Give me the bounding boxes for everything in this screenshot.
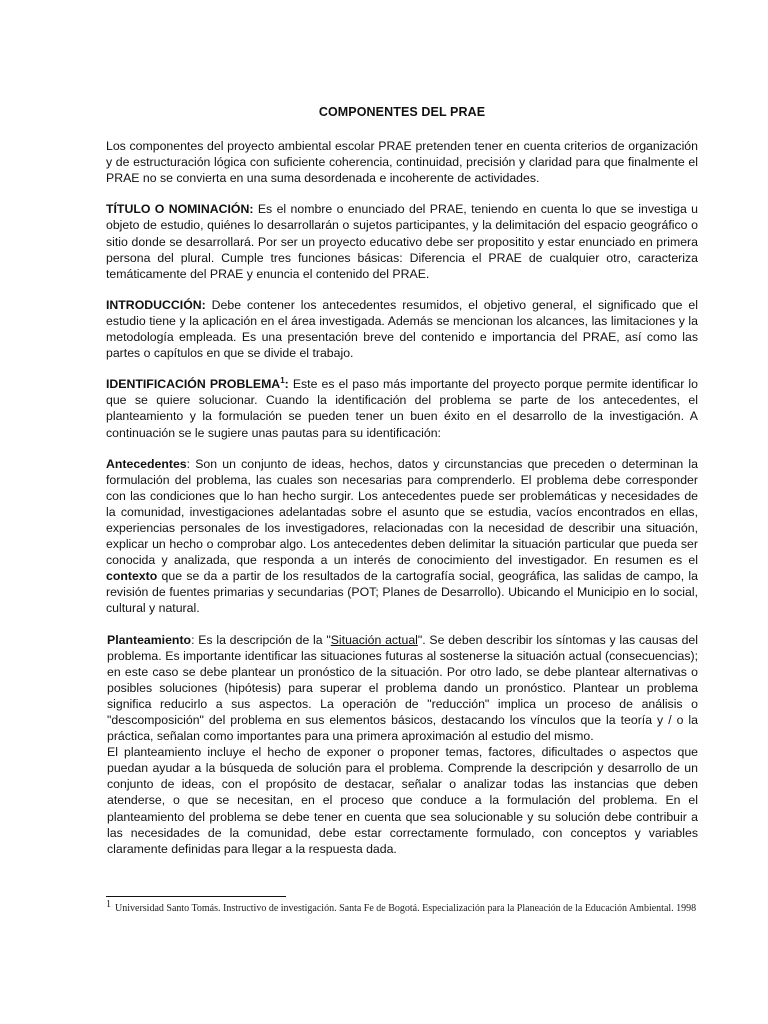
planteamiento-text-2: ". Se deben describir los síntomas y las causas del problema. Es importante identificar las situaciones futuras al sostenerse la situación actual (consecuencias); en este caso se debe plantear un pronóstico de la situación. Por otro lado, se debe plantear alternativas o posibles soluciones (hipótesis) para superar el problema dando un pronóstico. Plantear un problema significa reducirlo a sus aspectos. La operación de "reducción" implica un proceso de análisis o "descomposición" del problema en sus elementos básicos, destacando los vínculos que la teoría y / o la práctica, señalan como importantes para una primera aproximación al estudio del mismo. [107,632,698,744]
footnote [106,898,706,915]
identificacion-text: Este es el paso más importante del proyecto porque permite identificar lo que se quiere solucionar. Cuando la identificación del problema se parte de los antecedentes, el planteamiento y la formulación se pueden tener un buen éxito en el desarrollo de la investigación. A continuación se le sugiere unas pautas para su identificación: [106,377,698,440]
antecedentes-text-1: : Son un conjunto de ideas, hechos, datos y circunstancias que preceden o determinan la formulación del problema, las cuales son necesarias para comprenderlo. El problema debe corresponder con las condiciones que lo han hecho surgir. Los antecedentes puede ser problemáticas y necesidades de la comunidad, investigaciones adelantadas sobre el asunto que se estudia, vacíos encontrados en ellas, experiencias personales de los investigadores, relacionadas con la necesidad de describir una situación, explicar un hecho o comprobar algo. Los antecedentes deben delimitar la situación particular que pueda ser conocida y analizada, que responda a un interés de conocimiento del investigador. En resumen es el [106,456,698,568]
planteamiento-paragraph-2: El planteamiento incluye el hecho de exponer o proponer temas, factores, dificultades o aspectos que puedan ayudar a la búsqueda de solución para el problema. Comprende la descripción y desarrollo de un conjunto de ideas, con el propósito de destacar, señalar o analizar todas las instancias que deben atenderse, o que se necesitan, en el proceso que conduce a la formulación del problema. En el planteamiento del problema se debe tener en cuenta que sea solucionable y su solución debe contribuir a las necesidades de la comunidad, debe estar correctamente formulado, con conceptos y variables claramente definidas para llegar a la respuesta dada. [107,745,698,856]
planteamiento-paragraph-1 [107,632,698,745]
footnote-divider [106,896,286,897]
titulo-text: Es el nombre o enunciado del PRAE, teniendo en cuenta lo que se investiga u objeto de estudio, quiénes lo desarrollarán o sujetos participantes, y la delimitación del espacio geográfico o sitio donde se desarrollará. Por ser un proyecto educativo debe ser propositito y estar enunciado en primera persona del plural. Cumple tres funciones básicas: Diferencia el PRAE de cualquier otro, caracteriza temáticamente del PRAE y enuncia el contenido del PRAE. [106,202,699,281]
planteamiento-text-1: : Es la descripción de la " [191,632,331,647]
titulo-section [106,201,698,281]
identificacion-colon: : [284,377,289,392]
footnote-number: 1 [106,898,111,910]
identificacion-section [106,376,698,440]
situacion-actual-term: Situación actual [330,632,418,647]
antecedentes-section [106,456,698,617]
planteamiento-section [107,632,698,857]
titulo-heading: TÍTULO O NOMINACIÓN: [106,202,254,217]
antecedentes-heading: Antecedentes [106,456,187,471]
footnote-reference[interactable]: 1 [280,376,285,386]
footnote-text: Universidad Santo Tomás. Instructivo de investigación. Santa Fe de Bogotá. Especialización para la Planeación de la Educación Ambiental. 1998 [115,903,697,914]
antecedentes-text-2: que se da a partir de los resultados de la cartografía social, geográfica, las salidas de campo, la revisión de fuentes primarias y secundarias (POT; Planes de Desarrollo). Ubicando el Municipio en lo social, cultural y natural. [106,569,698,616]
introduccion-text: Debe contener los antecedentes resumidos, el objetivo general, el significado que el estudio tiene y la aplicación en el área investigada. Además se mencionan los alcances, las limitaciones y la metodología empleada. Es una presentación breve del contenido e importancia del PRAE, así como las partes o capítulos en que se divide el trabajo. [106,297,698,361]
planteamiento-heading: Planteamiento [107,632,192,647]
introduccion-heading: INTRODUCCIÓN: [106,297,206,312]
intro-paragraph: Los componentes del proyecto ambiental escolar PRAE pretenden tener en cuenta criterios de organización y de estructuración lógica con suficiente coherencia, continuidad, precisión y claridad para que finalmente el PRAE no se convierta en una suma desordenada e incoherente de actividades. [106,139,698,186]
page-title: COMPONENTES DEL PRAE [318,105,486,119]
introduccion-section [106,297,698,361]
identificacion-heading: IDENTIFICACIÓN PROBLEMA [106,377,281,392]
document-body [106,104,698,857]
contexto-term: contexto [106,569,158,584]
